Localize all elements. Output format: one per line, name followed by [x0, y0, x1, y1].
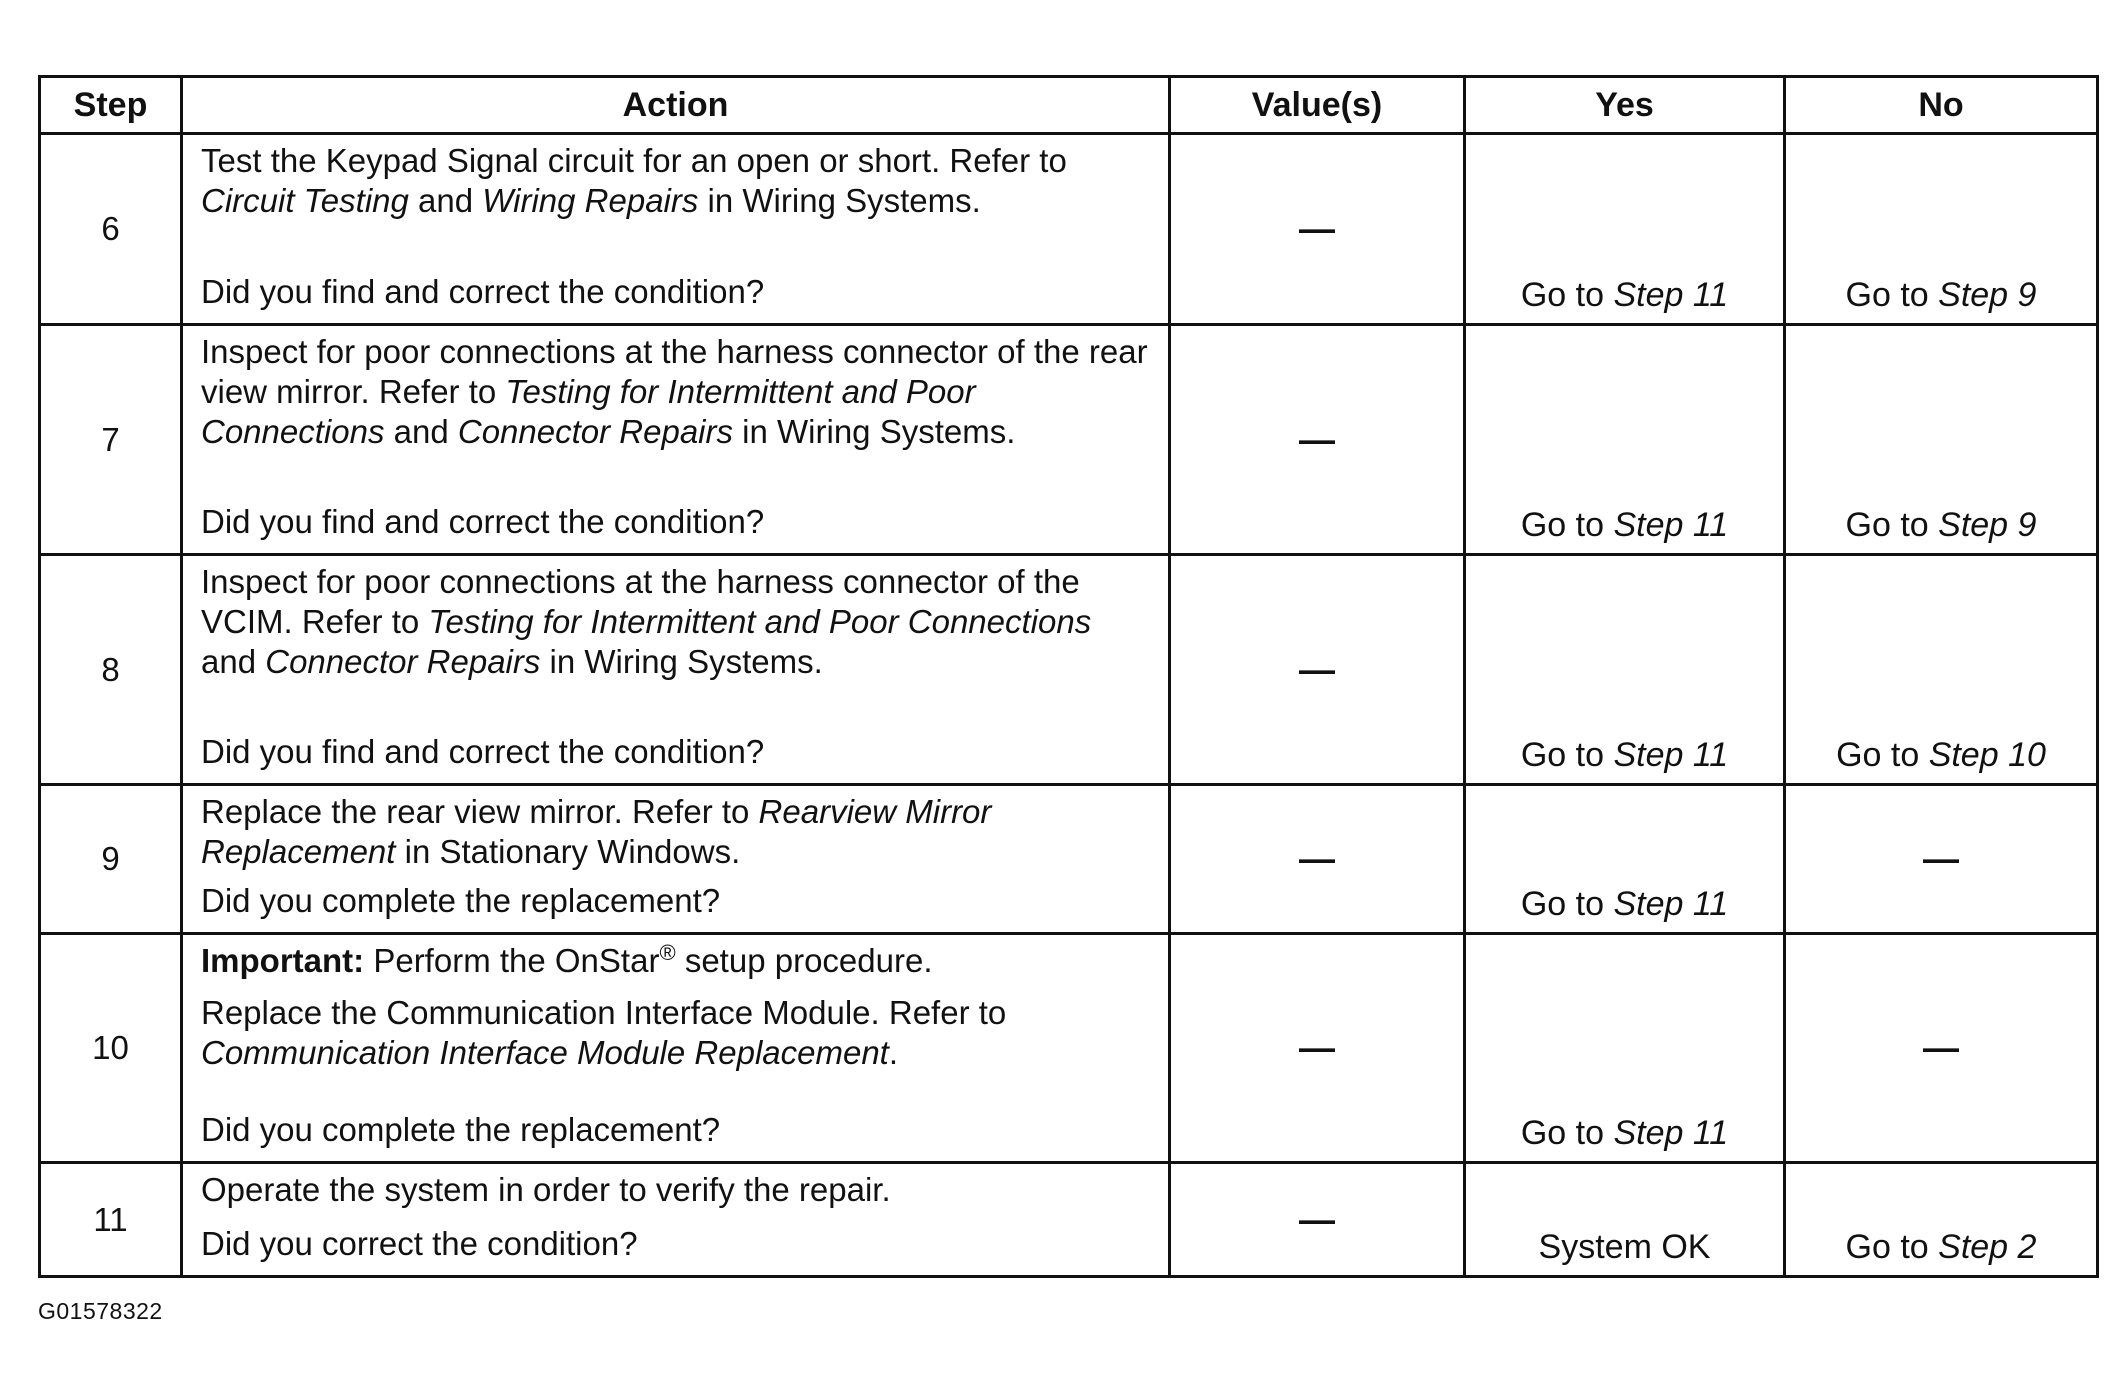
- value-cell: —: [1170, 1163, 1465, 1277]
- yes-cell: Go to Step 11: [1465, 555, 1785, 785]
- table-row: [40, 134, 2098, 325]
- yes-cell: Go to Step 11: [1465, 934, 1785, 1163]
- header-step: Step: [40, 77, 182, 134]
- no-cell: —: [1785, 934, 2098, 1163]
- step-number: 6: [40, 134, 182, 325]
- yes-cell: Go to Step 11: [1465, 325, 1785, 555]
- no-cell: —: [1785, 785, 2098, 934]
- action-cell: [182, 325, 1170, 555]
- yes-cell: Go to Step 11: [1465, 134, 1785, 325]
- value-cell: —: [1170, 134, 1465, 325]
- yes-cell: System OK: [1465, 1163, 1785, 1277]
- no-cell: Go to Step 9: [1785, 325, 2098, 555]
- action-question: Did you find and correct the condition?: [201, 503, 765, 540]
- action-cell: [182, 785, 1170, 934]
- action-question: Did you complete the replacement?: [201, 1111, 721, 1148]
- header-action: Action: [182, 77, 1170, 134]
- table-row: [40, 785, 2098, 934]
- action-cell: [182, 555, 1170, 785]
- header-no: No: [1785, 77, 2098, 134]
- action-cell: [182, 934, 1170, 1163]
- step-number: 9: [40, 785, 182, 934]
- step-number: 7: [40, 325, 182, 555]
- table-row: [40, 1163, 2098, 1277]
- action-question: Did you find and correct the condition?: [201, 733, 765, 770]
- action-description: Operate the system in order to verify the repair.: [201, 1171, 891, 1208]
- header-row: [40, 77, 2098, 134]
- value-cell: —: [1170, 325, 1465, 555]
- no-cell: Go to Step 2: [1785, 1163, 2098, 1277]
- action-cell: [182, 134, 1170, 325]
- diagnostic-table: [38, 75, 2099, 1278]
- action-question: Did you find and correct the condition?: [201, 273, 765, 310]
- table-row: [40, 934, 2098, 1163]
- step-number: 10: [40, 934, 182, 1163]
- header-values: Value(s): [1170, 77, 1465, 134]
- value-cell: —: [1170, 785, 1465, 934]
- no-cell: Go to Step 10: [1785, 555, 2098, 785]
- yes-cell: Go to Step 11: [1465, 785, 1785, 934]
- action-description: Replace the Communication Interface Module. Refer to Communication Interface Module Replacement.: [201, 994, 1007, 1071]
- value-cell: —: [1170, 934, 1465, 1163]
- step-number: 11: [40, 1163, 182, 1277]
- action-question: Did you complete the replacement?: [201, 882, 721, 919]
- table-row: [40, 555, 2098, 785]
- action-question: Did you correct the condition?: [201, 1225, 638, 1262]
- action-description: Inspect for poor connections at the harness connector of the rear view mirror. Refer to Testing for Intermittent and Poor Connections and Connector Repairs in Wiring Systems.: [201, 333, 1148, 450]
- no-cell: Go to Step 9: [1785, 134, 2098, 325]
- action-description: Test the Keypad Signal circuit for an open or short. Refer to Circuit Testing and Wiring Repairs in Wiring Systems.: [201, 142, 1067, 219]
- figure-id: G01578322: [38, 1298, 163, 1324]
- action-cell: [182, 1163, 1170, 1277]
- value-cell: —: [1170, 555, 1465, 785]
- action-description: Replace the rear view mirror. Refer to Rearview Mirror Replacement in Stationary Windows.: [201, 793, 992, 870]
- step-number: 8: [40, 555, 182, 785]
- important-note: Important: Perform the OnStar® setup procedure.: [201, 940, 933, 979]
- action-description: Inspect for poor connections at the harness connector of the VCIM. Refer to Testing for Intermittent and Poor Connections and Connector Repairs in Wiring Systems.: [201, 563, 1092, 680]
- header-yes: Yes: [1465, 77, 1785, 134]
- table-row: [40, 325, 2098, 555]
